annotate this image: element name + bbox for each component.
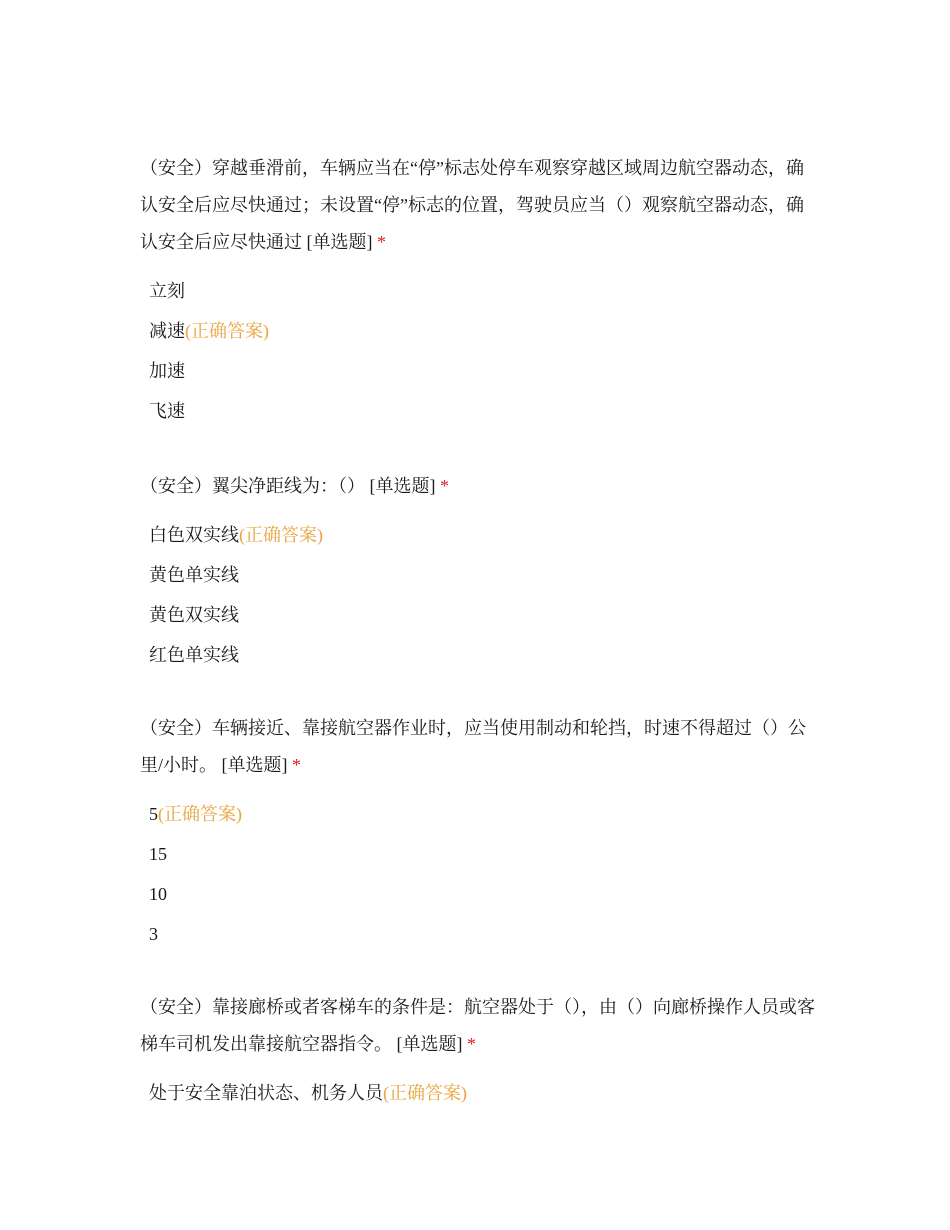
options-list: [140, 1073, 820, 1113]
required-mark: *: [440, 476, 449, 496]
question-type-label: [单选题]: [221, 755, 288, 775]
correct-answer-mark: (正确答案): [383, 1083, 467, 1103]
question-2: [140, 468, 820, 675]
correct-answer-mark: (正确答案): [185, 321, 269, 341]
question-3: [140, 710, 820, 954]
question-stem: （安全）靠接廊桥或者客梯车的条件是：航空器处于（），由（）向廊桥操作人员或客梯车司机发出靠接航空器指令。 [单选题] *: [140, 997, 815, 1054]
required-mark: *: [292, 755, 302, 775]
option-item: 5(正确答案): [149, 804, 242, 824]
option-item: 处于安全靠泊状态、机务人员(正确答案): [149, 1083, 467, 1103]
question-stem: （安全）车辆接近、靠接航空器作业时，应当使用制动和轮挡，时速不得超过（）公里/小时。 [单选题] *: [140, 718, 806, 775]
question-stem: （安全）翼尖净距线为：（） [单选题] *: [140, 476, 449, 496]
option-item: 黄色双实线: [149, 605, 239, 625]
options-list: [140, 515, 820, 675]
question-type-label: [单选题]: [306, 232, 373, 252]
option-item: 3: [149, 924, 158, 944]
option-item: 红色单实线: [149, 645, 239, 665]
options-list: [140, 271, 820, 431]
question-stem: （安全）穿越垂滑前，车辆应当在“停”标志处停车观察穿越区域周边航空器动态，确认安全后应尽快通过；未设置“停”标志的位置，驾驶员应当（）观察航空器动态，确认安全后应尽快通过 [单选题] *: [140, 158, 804, 252]
option-item: 立刻: [149, 281, 185, 301]
option-item: 飞速: [149, 401, 185, 421]
question-type-label: [单选题]: [396, 1034, 463, 1054]
option-item: 减速(正确答案): [149, 321, 269, 341]
options-list: [140, 794, 820, 954]
correct-answer-mark: (正确答案): [239, 525, 323, 545]
required-mark: *: [377, 232, 386, 252]
option-item: 10: [149, 884, 167, 904]
question-type-label: [单选题]: [369, 476, 436, 496]
required-mark: *: [467, 1034, 476, 1054]
option-item: 黄色单实线: [149, 565, 239, 585]
option-item: 白色双实线(正确答案): [149, 525, 323, 545]
option-item: 加速: [149, 361, 185, 381]
question-1: [140, 150, 820, 431]
option-item: 15: [149, 844, 167, 864]
question-4: [140, 989, 820, 1113]
correct-answer-mark: (正确答案): [158, 804, 242, 824]
